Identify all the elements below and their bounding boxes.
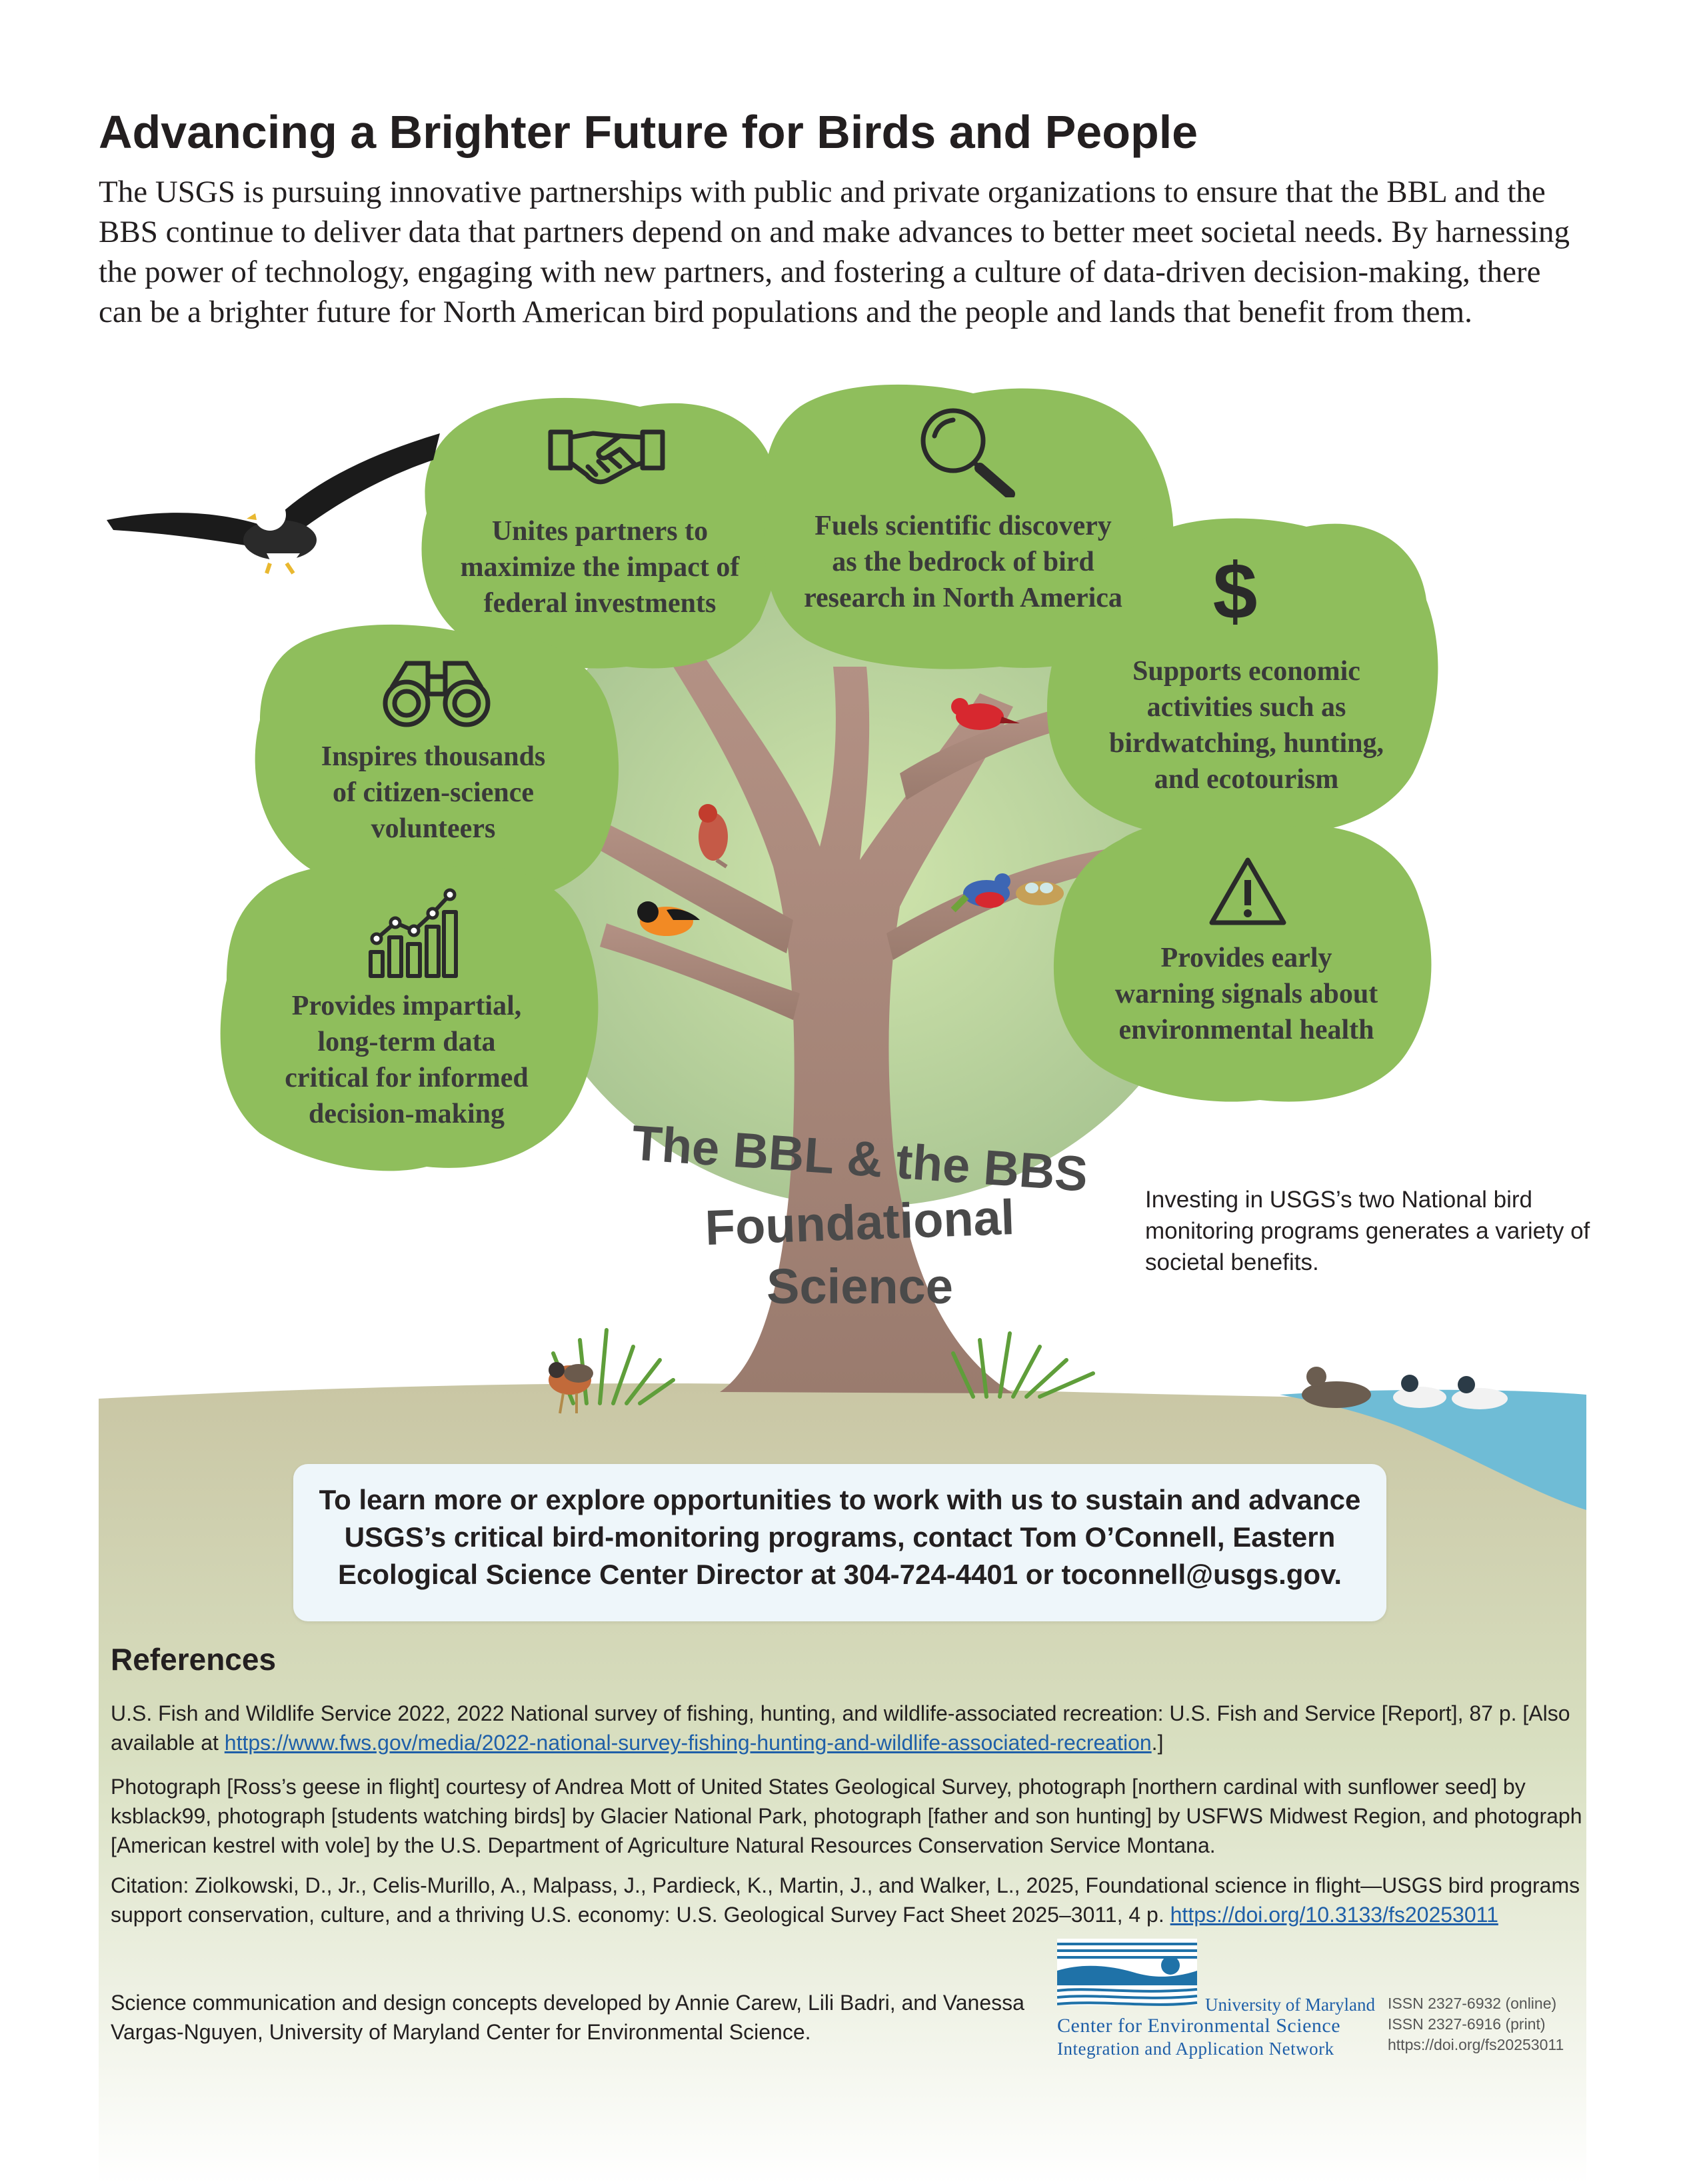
benefit-data-line: Provides impartial, (291, 991, 522, 1021)
citation-text: Citation: Ziolkowski, D., Jr., Celis-Murillo, A., Malpass, J., Pardieck, K., Martin, J., and Walker, L., 2025, Foundational science in flight—USGS bird programs support conservation, culture, and a thriving U.S. economy: U.S. Geological Survey Fact Sheet 2025–3011, 4 p. (111, 1873, 1580, 1927)
dollar-sign-icon (1205, 549, 1265, 629)
logo-line: Center for Environmental Science (1057, 2015, 1341, 2037)
issn-online: ISSN 2327-6932 (online) (1388, 1995, 1557, 2012)
benefit-economic-line: and ecotourism (1154, 764, 1339, 795)
benefit-warning (1066, 940, 1426, 1048)
intro-paragraph: The USGS is pursuing innovative partnerships with public and private organizations to ensure that the BBL and the BBS continue to deliver data that partners depend on and make advances to better meet societal needs. By harnessing the power of technology, engaging with new partners, and fostering a culture of data-driven decision-making, there can be a brighter future for North American bird populations and the people and lands that benefit from them. (99, 175, 1570, 329)
tree-label-line: Science (767, 1259, 953, 1314)
benefit-volunteers (267, 739, 600, 847)
citation (111, 1871, 1590, 1929)
benefit-economic-line: Supports economic (1132, 656, 1360, 687)
magnifying-glass-icon (913, 404, 1020, 497)
benefit-warning-line: environmental health (1118, 1015, 1374, 1045)
reference-item (111, 1699, 1590, 1757)
benefit-economic-line: birdwatching, hunting, (1109, 728, 1384, 759)
benefit-volunteers-line: volunteers (371, 813, 496, 844)
contact-line: Ecological Science Center Director at 304-724-4401 or toconnell@usgs.gov. (337, 1559, 1342, 1590)
benefit-data-line: critical for informed (285, 1063, 529, 1093)
issn-print: ISSN 2327-6916 (print) (1388, 2015, 1546, 2033)
binoculars-icon (380, 657, 493, 730)
tree-label-line: The BBL & the BBS (630, 1115, 1090, 1202)
benefit-data (233, 988, 580, 1132)
page-title: Advancing a Brighter Future for Birds and People (99, 106, 1198, 158)
references-heading: References (111, 1642, 277, 1677)
benefit-warning-line: Provides early (1160, 943, 1332, 973)
citation-doi-link[interactable]: https://doi.org/10.3133/fs20253011 (1170, 1903, 1498, 1927)
benefit-discovery (767, 508, 1160, 616)
side-note: Investing in USGS’s two National bird monitoring programs generates a variety of societal benefits. (1145, 1187, 1590, 1275)
benefit-partners (427, 513, 773, 621)
benefit-economic (1066, 653, 1426, 797)
benefit-economic-line: activities such as (1146, 692, 1346, 723)
warning-triangle-icon (1206, 855, 1289, 928)
reference-text: .] (1151, 1731, 1164, 1755)
handshake-icon (547, 420, 667, 493)
svg-text:$: $ (1212, 549, 1258, 629)
bar-chart-icon (367, 880, 460, 980)
benefit-partners-line: Unites partners to (491, 516, 709, 547)
contact-text (307, 1481, 1373, 1593)
benefit-partners-line: maximize the impact of (460, 552, 740, 583)
benefit-partners-line: federal investments (483, 588, 717, 619)
reference-link[interactable]: https://www.fws.gov/media/2022-national-survey-fishing-hunting-and-wildlife-associated-recreation (224, 1731, 1152, 1755)
benefit-data-line: long-term data (317, 1027, 496, 1057)
benefit-volunteers-line: Inspires thousands (321, 741, 546, 772)
eagle-illustration (107, 433, 440, 580)
benefit-discovery-line: research in North America (804, 583, 1122, 613)
logo-line: Integration and Application Network (1057, 2039, 1334, 2059)
design-credits: Science communication and design concepts developed by Annie Carew, Lili Badri, and Vanessa Vargas-Nguyen, University of Maryland Center for Environmental Science. (111, 1991, 1024, 2044)
contact-line: To learn more or explore opportunities to work with us to sustain and advance (319, 1484, 1361, 1515)
tree-trunk-label (587, 1115, 1133, 1319)
reference-item: Photograph [Ross’s geese in flight] courtesy of Andrea Mott of United States Geological Survey, photograph [northern cardinal with sunflower seed] by ksblack99, photograph [students watching birds] by Glacier National Park, photograph [father and son hunting] by USFWS Midwest Region, and photograph [American kestrel with vole] by the U.S. Department of Agriculture Natural Resources Conservation Service Montana. (111, 1775, 1582, 1857)
contact-line: USGS’s critical bird-monitoring programs, contact Tom O’Connell, Eastern (344, 1521, 1336, 1553)
logo-line: University of Maryland (1205, 1995, 1375, 2015)
benefit-volunteers-line: of citizen-science (332, 777, 535, 808)
benefit-discovery-line: Fuels scientific discovery (815, 511, 1112, 541)
reference-text: U.S. Fish and Wildlife Service 2022, 2022 National survey of fishing, hunting, and wildlife-associated recreation: U.S. Fish and Service [Report], 87 p. [Also available at (111, 1701, 1570, 1755)
benefit-warning-line: warning signals about (1114, 979, 1378, 1009)
benefit-discovery-line: as the bedrock of bird (832, 547, 1094, 577)
umces-logo-icon (1057, 1939, 1204, 2012)
issn-block (1388, 1993, 1564, 2055)
tree-label-line: Foundational (704, 1189, 1016, 1256)
benefit-data-line: decision-making (308, 1099, 505, 1129)
issn-doi: https://doi.org/fs20253011 (1388, 2036, 1564, 2053)
